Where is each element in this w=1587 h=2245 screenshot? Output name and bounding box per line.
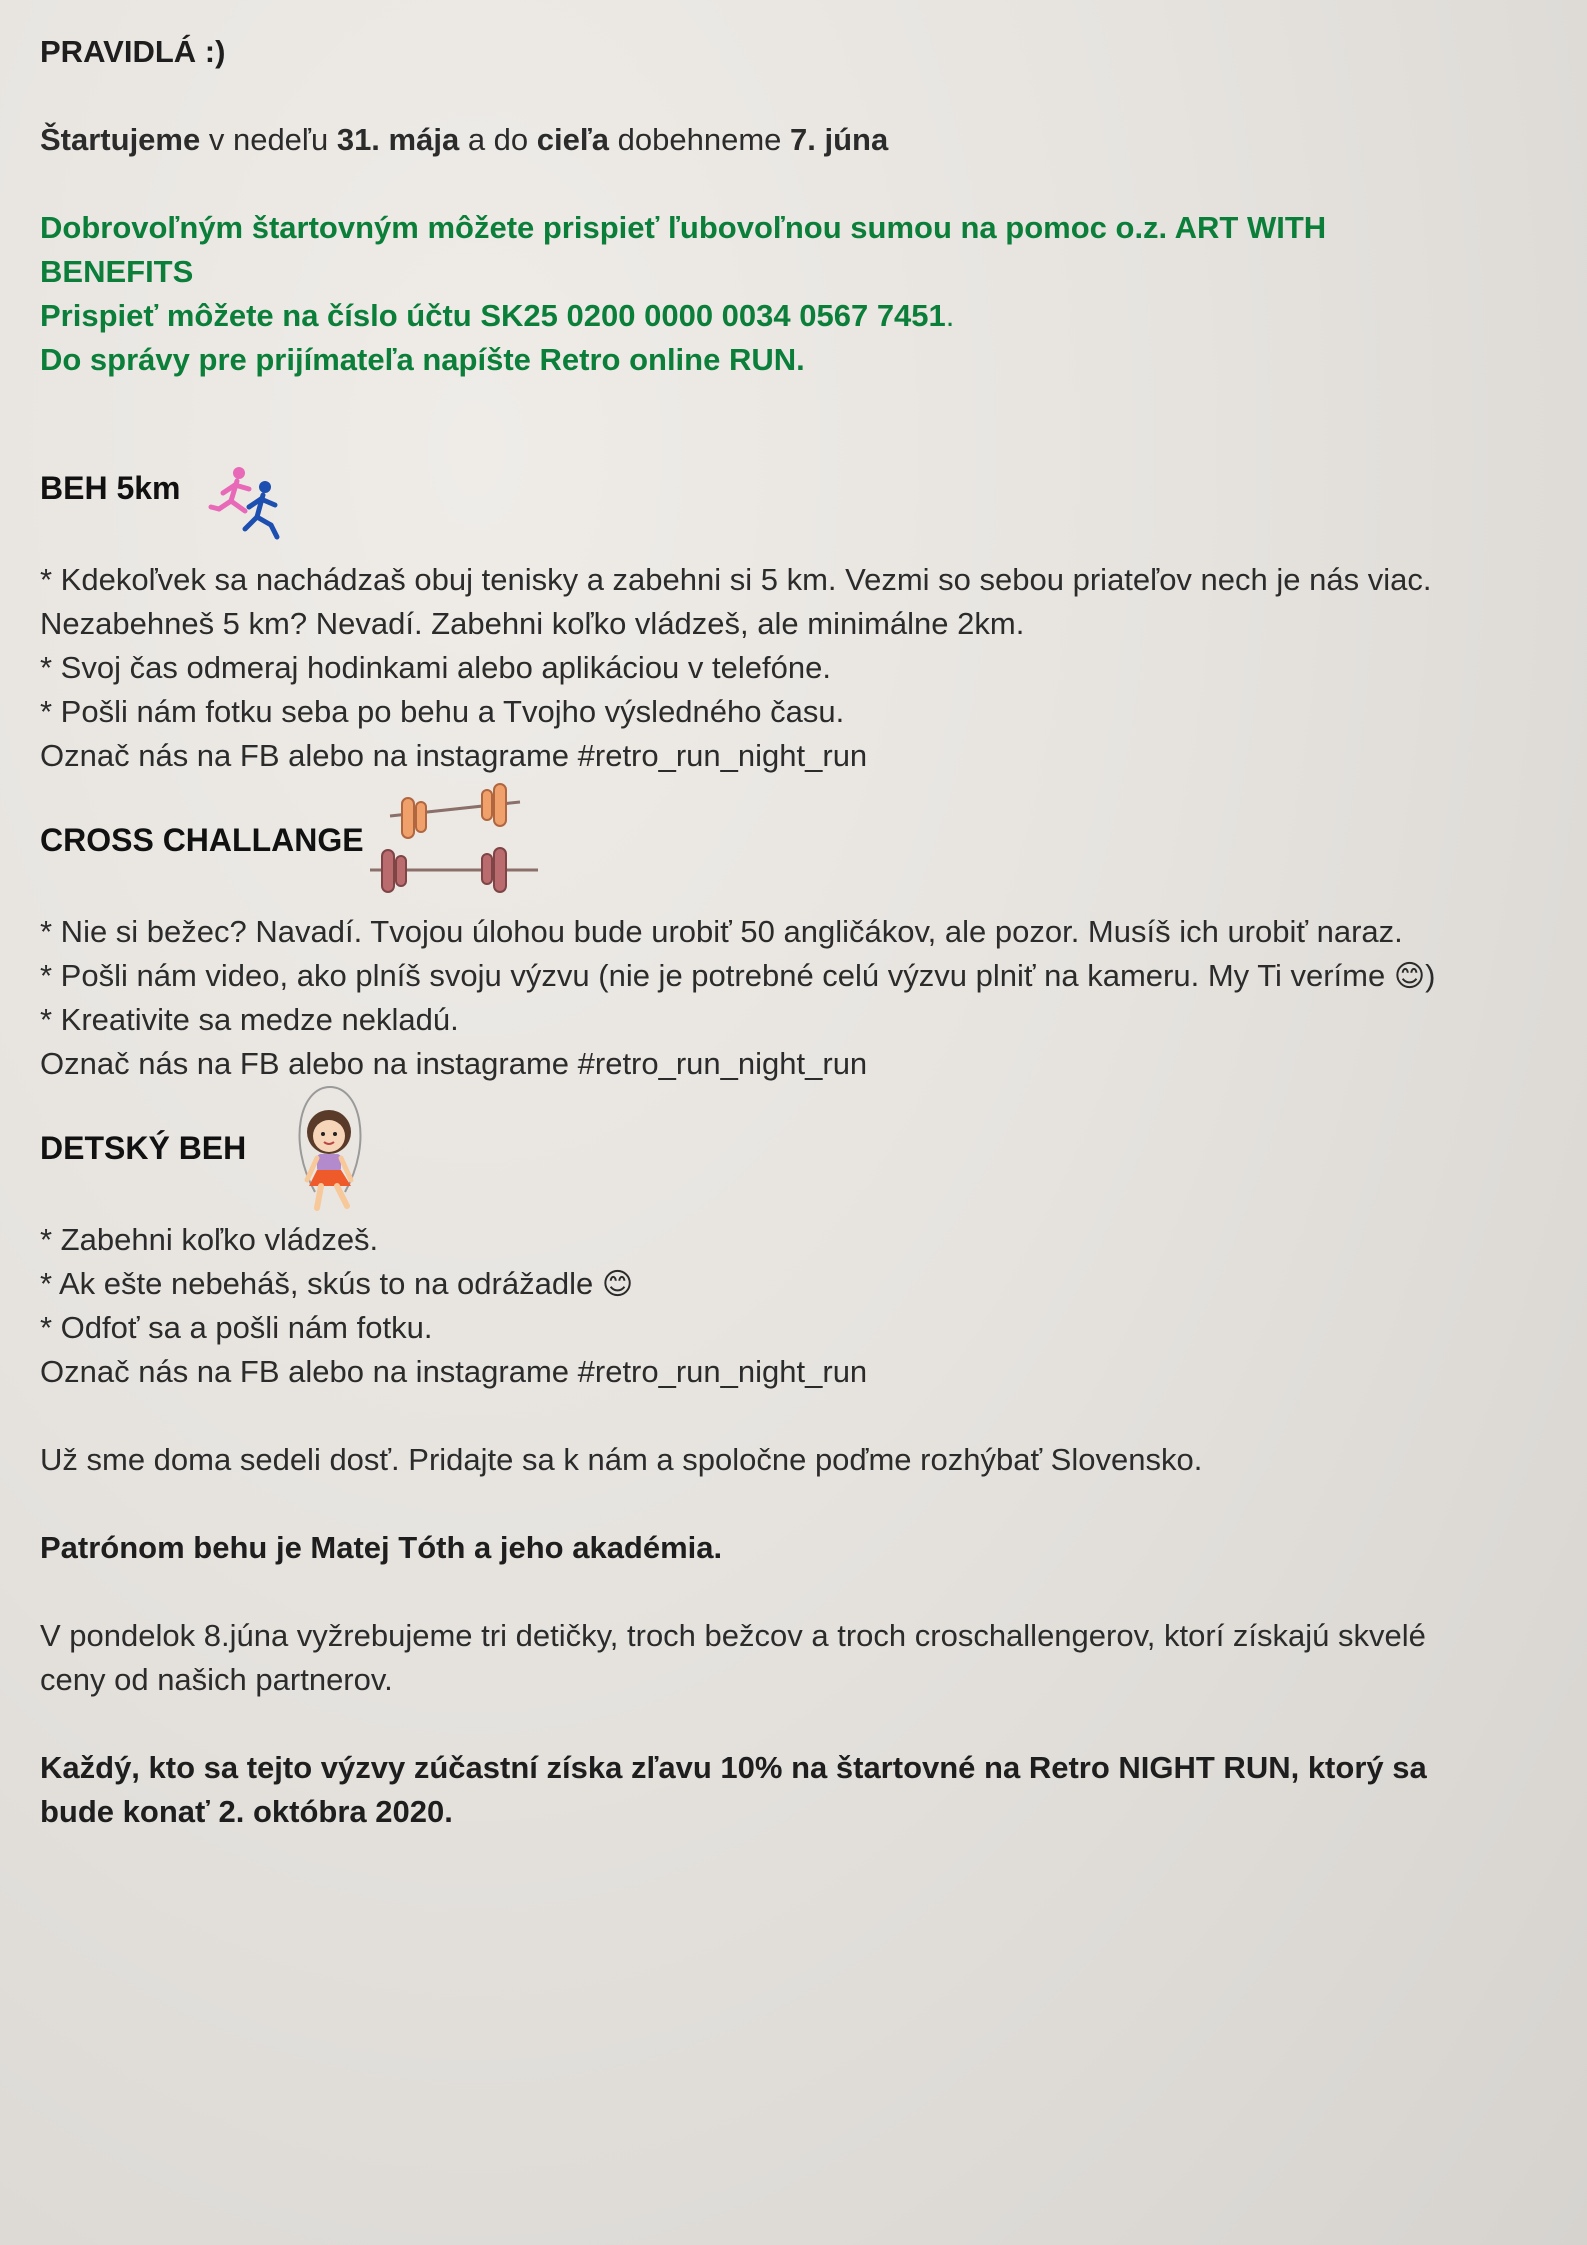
donation-line-2: BENEFITS (40, 254, 194, 289)
smiley-icon: 😊 (1393, 959, 1426, 994)
patron-text: Patrónom behu je Matej Tóth a jeho akadémia. (40, 1530, 723, 1565)
kids-rule-3: * Odfoť sa a pošli nám fotku. (40, 1310, 433, 1345)
cross-rule-2-text: * Pošli nám video, ako plníš svoju výzvu (nie je potrebné celú výzvu plniť na kameru. My Ti veríme (40, 958, 1394, 993)
draw-line-2: ceny od našich partnerov. (40, 1662, 393, 1697)
kids-rule-2-text: * Ak ešte nebeháš, skús to na odrážadle (40, 1266, 602, 1301)
start-text-3: dobehneme (609, 122, 791, 157)
donation-account (40, 294, 954, 338)
draw-line-1: V pondelok 8.júna vyžrebujeme tri detičky, troch bežcov a troch croschallengerov, ktorí získajú skvelé (40, 1618, 1426, 1653)
smiley-icon: 😊 (601, 1267, 634, 1302)
run-rule-2: Nezabehneš 5 km? Nevadí. Zabehni koľko vládzeš, ale minimálne 2km. (40, 606, 1025, 641)
kids-rule-1: * Zabehni koľko vládzeš. (40, 1222, 379, 1257)
runners-icon (205, 465, 320, 545)
cross-rule-1: * Nie si bežec? Navadí. Tvojou úlohou bude urobiť 50 angličákov, ale pozor. Musíš ich urobiť naraz. (40, 914, 1403, 949)
cross-rule-2-paren: ) (1425, 958, 1436, 993)
kids-rule-2 (40, 1262, 633, 1307)
donation-message: Do správy pre prijímateľa napíšte Retro online RUN. (40, 342, 805, 377)
run-rule-1: * Kdekoľvek sa nachádzaš obuj tenisky a zabehni si 5 km. Vezmi so sebou priateľov nech je nás viac. (40, 562, 1432, 597)
discount-line-1: Každý, kto sa tejto výzvy zúčastní získa zľavu 10% na štartovné na Retro NIGHT RUN, ktorý sa (40, 1750, 1427, 1785)
discount-line-2: bude konať 2. októbra 2020. (40, 1794, 453, 1829)
kids-rule-tag: Označ nás na FB alebo na instagrame #retro_run_night_run (40, 1354, 868, 1389)
donation-line-1: Dobrovoľným štartovným môžete prispieť ľubovoľnou sumou na pomoc o.z. ART WITH (40, 210, 1327, 245)
donation-account-text: Prispieť môžete na číslo účtu SK25 0200 0000 0034 0567 7451 (40, 298, 946, 333)
start-text-2: a do (459, 122, 537, 157)
start-word: Štartujeme (40, 122, 201, 157)
run-rule-tag: Označ nás na FB alebo na instagrame #retro_run_night_run (40, 738, 868, 773)
finish-date: 7. júna (790, 122, 889, 157)
section-heading-cross-challange: CROSS CHALLANGE (40, 822, 364, 858)
run-rule-3: * Svoj čas odmeraj hodinkami alebo aplikáciou v telefóne. (40, 650, 831, 685)
cross-rule-3: * Kreativite sa medze nekladú. (40, 1002, 459, 1037)
cross-rule-2 (40, 954, 1435, 999)
section-heading-kids-run: DETSKÝ BEH (40, 1130, 247, 1166)
donation-account-period: . (945, 298, 955, 333)
dumbbells-icon (360, 780, 560, 900)
cross-rule-tag: Označ nás na FB alebo na instagrame #retro_run_night_run (40, 1046, 868, 1081)
page-title: PRAVIDLÁ :) (40, 34, 226, 69)
section-heading-run-5km: BEH 5km (40, 470, 181, 506)
start-text-1: v nedeľu (200, 122, 337, 157)
start-date: 31. mája (336, 122, 460, 157)
run-rule-4: * Pošli nám fotku seba po behu a Tvojho výsledného času. (40, 694, 845, 729)
start-dates (40, 118, 888, 162)
closing-text: Už sme doma sedeli dosť. Pridajte sa k nám a spoločne poďme rozhýbať Slovensko. (40, 1442, 1203, 1477)
finish-word: cieľa (536, 122, 610, 157)
girl-jump-rope-icon (265, 1082, 395, 1227)
